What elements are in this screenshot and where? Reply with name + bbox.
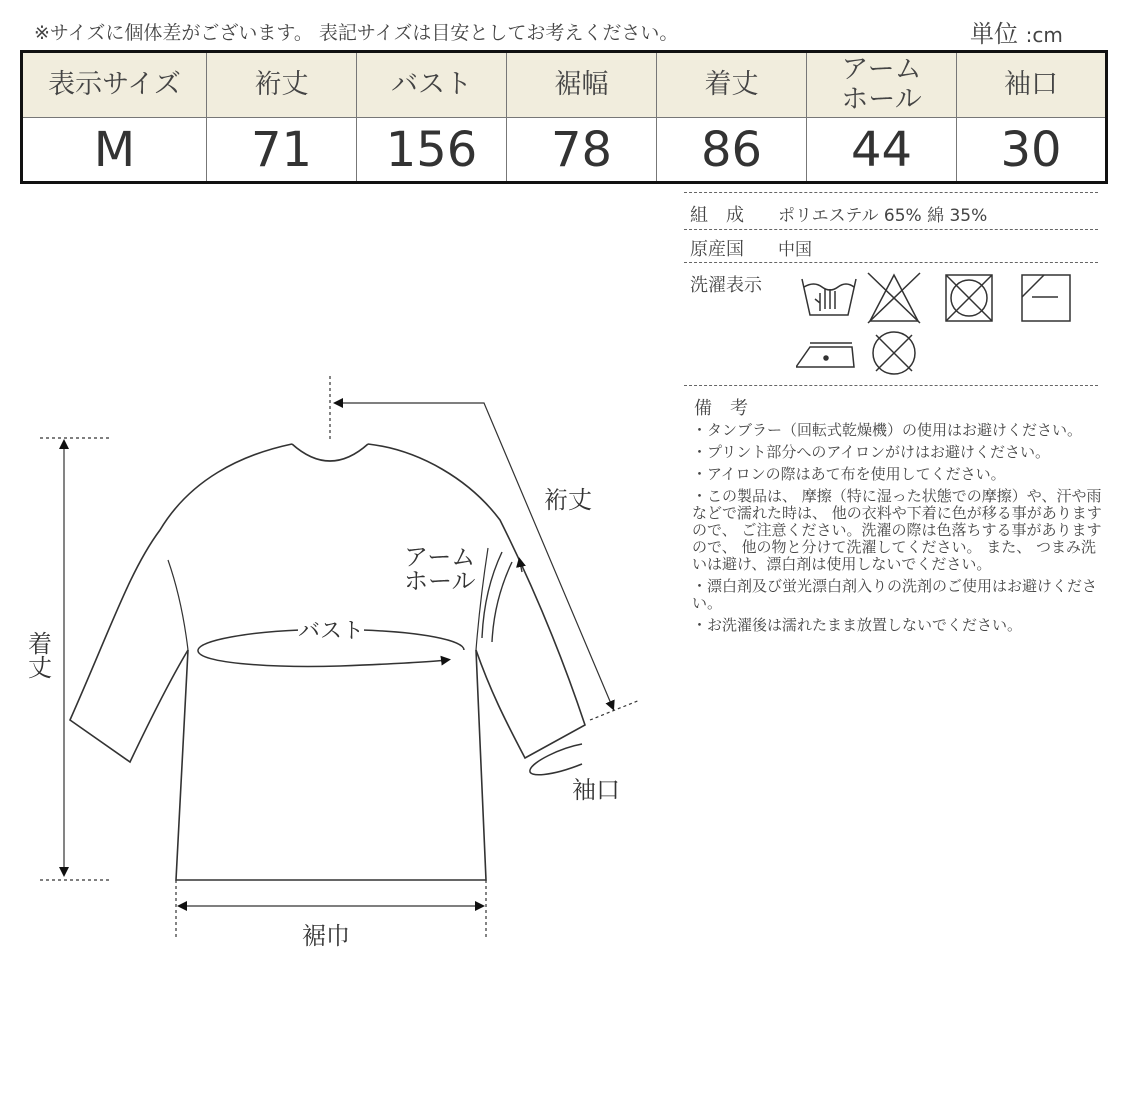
diagram-label-cuff: 袖口 — [572, 776, 620, 804]
header-sleeve-length: 裄丈 — [207, 52, 357, 118]
size-table — [20, 50, 1108, 184]
remark-item: ・プリント部分へのアイロンがけはお避けください。 — [692, 443, 1051, 461]
unit-value: :cm — [1025, 23, 1063, 47]
garment-outline — [70, 444, 585, 880]
origin-value: 中国 — [778, 240, 812, 260]
size-table-value-row — [22, 118, 1107, 183]
remark-item: ・タンブラー（回転式乾燥機）の使用はお避けください。 — [692, 421, 1083, 439]
care-row — [684, 262, 1098, 385]
header-cuff: 袖口 — [957, 52, 1107, 118]
cuff-dimension — [530, 744, 582, 775]
remarks-row — [684, 385, 1102, 686]
hand-wash-40-icon — [802, 279, 856, 315]
diagram-label-body-length-line2: 丈 — [28, 654, 52, 682]
iron-low-icon — [796, 343, 854, 367]
value-sleeve-length: 71 — [207, 118, 357, 183]
armhole-dimension — [482, 552, 522, 642]
remark-item: ・アイロンの際はあて布を使用してください。 — [692, 465, 1006, 483]
value-hem-width: 78 — [507, 118, 657, 183]
header-armhole-line1: アーム — [841, 54, 922, 85]
diagram-label-sleeve-length: 裄丈 — [544, 486, 592, 514]
unit-label-text: 単位 — [970, 20, 1018, 48]
value-armhole: 44 — [807, 118, 957, 183]
header-armhole — [807, 52, 957, 118]
line-dry-shade-icon — [1022, 275, 1070, 321]
diagram-label-body-length-line1: 着 — [28, 630, 52, 658]
header-display-size: 表示サイズ — [22, 52, 207, 118]
garment-diagram — [0, 360, 680, 960]
material-value: ポリエステル 65% 綿 35% — [778, 206, 988, 226]
no-dry-clean-icon — [873, 332, 915, 374]
size-notice: ※サイズに個体差がございます。 表記サイズは目安としてお考えください。 — [34, 22, 679, 44]
material-row — [684, 192, 1098, 229]
remark-item: ・漂白剤及び蛍光漂白剤入りの洗剤のご使用はお避けください。 — [692, 577, 1098, 612]
origin-label: 原産国 — [690, 239, 744, 260]
header-bust: バスト — [357, 52, 507, 118]
header-body-length: 着丈 — [657, 52, 807, 118]
remarks-list — [692, 422, 1102, 639]
spec-panel — [684, 192, 1102, 686]
value-display-size: M — [22, 118, 207, 183]
remark-item: ・お洗濯後は濡れたまま放置しないでください。 — [692, 616, 1023, 634]
diagram-label-armhole-line2: ホール — [404, 567, 476, 595]
material-label: 組 成 — [690, 205, 744, 226]
diagram-label-hem: 裾巾 — [302, 922, 350, 950]
no-bleach-icon — [868, 273, 920, 323]
diagram-label-body-length — [28, 632, 52, 680]
header-hem-width: 裾幅 — [507, 52, 657, 118]
diagram-label-bust: バスト — [298, 619, 365, 644]
no-tumble-dry-icon — [946, 275, 992, 321]
care-symbols — [796, 271, 1096, 381]
diagram-label-armhole — [404, 545, 476, 593]
remarks-label: 備 考 — [694, 398, 748, 419]
size-table-header-row — [22, 52, 1107, 118]
diagram-label-armhole-line1: アーム — [404, 543, 476, 571]
unit-label — [970, 14, 1063, 49]
value-bust: 156 — [357, 118, 507, 183]
value-body-length: 86 — [657, 118, 807, 183]
header-armhole-line2: ホール — [841, 84, 922, 115]
remark-item: ・この製品は、 摩擦（特に湿った状態での摩擦）や、汗や雨などで濡れた時は、 他の衣料や下着に色が移る事がありますので、 ご注意ください。洗濯の際は色落ちする事がありますので、 他の物と分けて洗濯してください。 また、 つまみ洗いは避け、漂白剤は使用しないでください。 — [692, 487, 1102, 573]
value-cuff: 30 — [957, 118, 1107, 183]
care-label: 洗濯表示 — [690, 275, 762, 296]
origin-row — [684, 229, 1098, 262]
sleeve-length-dimension — [330, 376, 640, 720]
